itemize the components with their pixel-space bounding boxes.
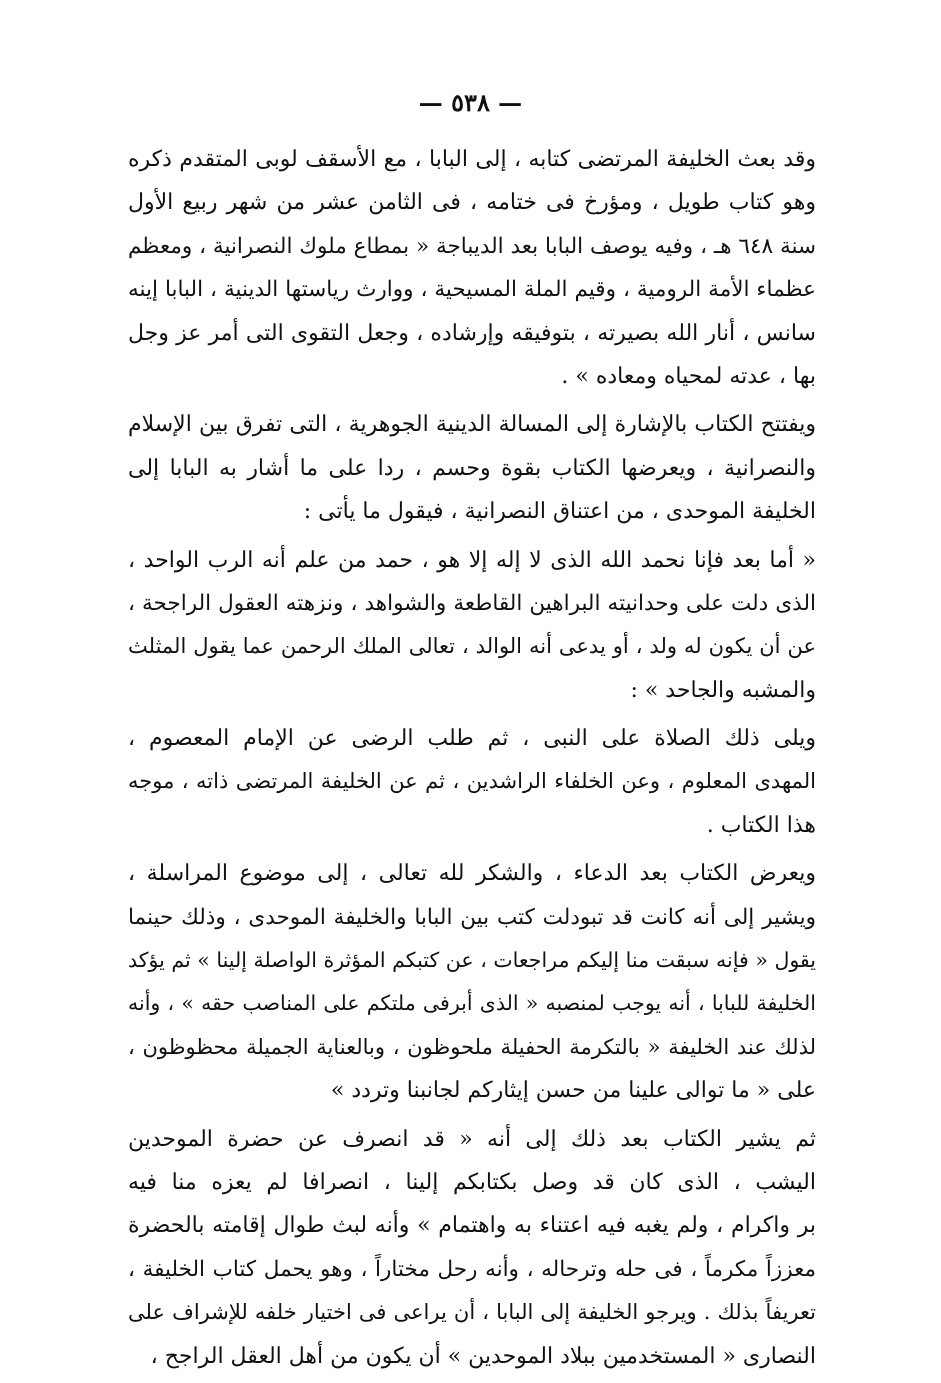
text-line: تعريفاً بذلك . ويرجو الخليفة إلى البابا ، أن يراعى فى اختيار خلفه للإشراف على — [128, 1300, 816, 1325]
paragraph — [128, 717, 816, 847]
text-line: « أما بعد فإنا نحمد الله الذى لا إله إلا هو ، حمد من علم أنه الرب الواحد ، — [128, 547, 816, 573]
text-line: والمشبه والجاحد » : — [630, 677, 816, 703]
text-line: اليشب ، الذى كان قد وصل بكتابكم إلينا ، انصرافا لم يعزه منا فيه — [128, 1169, 816, 1195]
text-line: بها ، عدته لمحياه ومعاده » . — [561, 363, 816, 389]
text-line: وقد بعث الخليفة المرتضى كتابه ، إلى البابا ، مع الأسقف لوبى المتقدم ذكره — [128, 147, 816, 172]
text-line: ثم يشير الكتاب بعد ذلك إلى أنه « قد انصرف عن حضرة الموحدين — [128, 1126, 816, 1152]
paragraph — [128, 539, 816, 713]
paragraph — [128, 403, 816, 533]
text-line: النصارى « المستخدمين ببلاد الموحدين » أن يكون من أهل العقل الراجح ، — [150, 1343, 816, 1369]
text-line: الخليفة للبابا ، أنه يوجب لمنصبه « الذى أبرفى ملتكم على المناصب حقه » ، وأنه — [128, 991, 816, 1016]
text-line: الخليفة الموحدى ، من اعتناق النصرانية ، فيقول ما يأتى : — [303, 499, 816, 525]
text-line: معززاً مكرماً ، فى حله وترحاله ، وأنه رحل مختاراً ، وهو يحمل كتاب الخليفة ، — [128, 1256, 816, 1282]
text-line: والنصرانية ، ويعرضها الكتاب بقوة وحسم ، ردا على ما أشار به البابا إلى — [128, 455, 816, 481]
paragraph — [128, 852, 816, 1112]
text-line: هذا الكتاب . — [706, 812, 816, 838]
text-line: عن أن يكون له ولد ، أو يدعى أنه الوالد ، تعالى الملك الرحمن عما يقول المثلث — [128, 634, 816, 659]
text-line: ويشير إلى أنه كانت قد تبودلت كتب بين البابا والخليفة الموحدى ، وذلك حينما — [128, 904, 816, 930]
text-line: ويلى ذلك الصلاة على النبى ، ثم طلب الرضى عن الإمام المعصوم ، — [128, 726, 816, 752]
text-line: ويفتتح الكتاب بالإشارة إلى المسالة الدينية الجوهرية ، التى تفرق بين الإسلام — [128, 412, 816, 438]
text-line: الذى دلت على وحدانيته البراهين القاطعة والشواهد ، ونزهته العقول الراجحة ، — [128, 590, 816, 616]
text-line: سنة ٦٤٨ هـ ، وفيه يوصف البابا بعد الديباجة « بمطاع ملوك النصرانية ، ومعظم — [128, 233, 816, 259]
text-line: المهدى المعلوم ، وعن الخلفاء الراشدين ، ثم عن الخليفة المرتضى ذاته ، موجه — [128, 769, 816, 794]
text-line: سانس ، أنار الله بصيرته ، بتوفيقه وإرشاده ، وجعل التقوى التى أمر عز وجل — [128, 320, 816, 346]
paragraph — [128, 138, 816, 398]
page-number: — ٥٣٨ — — [418, 88, 523, 117]
paragraph — [128, 1118, 816, 1378]
text-line: يقول « فإنه سبقت منا إليكم مراجعات ، عن كتبكم المؤثرة الواصلة إلينا » ثم يؤكد — [128, 948, 816, 973]
text-line: وهو كتاب طويل ، ومؤرخ فى ختامه ، فى الثامن عشر من شهر ربيع الأول — [128, 190, 816, 216]
text-line: على « ما توالى علينا من حسن إيثاركم لجانبنا وتردد » — [330, 1078, 816, 1104]
text-line: لذلك عند الخليفة « بالتكرمة الحفيلة ملحوظون ، وبالعناية الجميلة محظوظون ، — [128, 1034, 816, 1059]
body-text — [128, 138, 816, 1383]
text-line: ويعرض الكتاب بعد الدعاء ، والشكر لله تعالى ، إلى موضوع المراسلة ، — [128, 861, 816, 887]
text-line: بر واكرام ، ولم يغبه فيه اعتناء به واهتمام » وأنه لبث طوال إقامته بالحضرة — [128, 1213, 816, 1239]
text-line: عظماء الأمة الرومية ، وقيم الملة المسيحية ، ووارث رياستها الدينية ، البابا إينه — [128, 277, 816, 303]
